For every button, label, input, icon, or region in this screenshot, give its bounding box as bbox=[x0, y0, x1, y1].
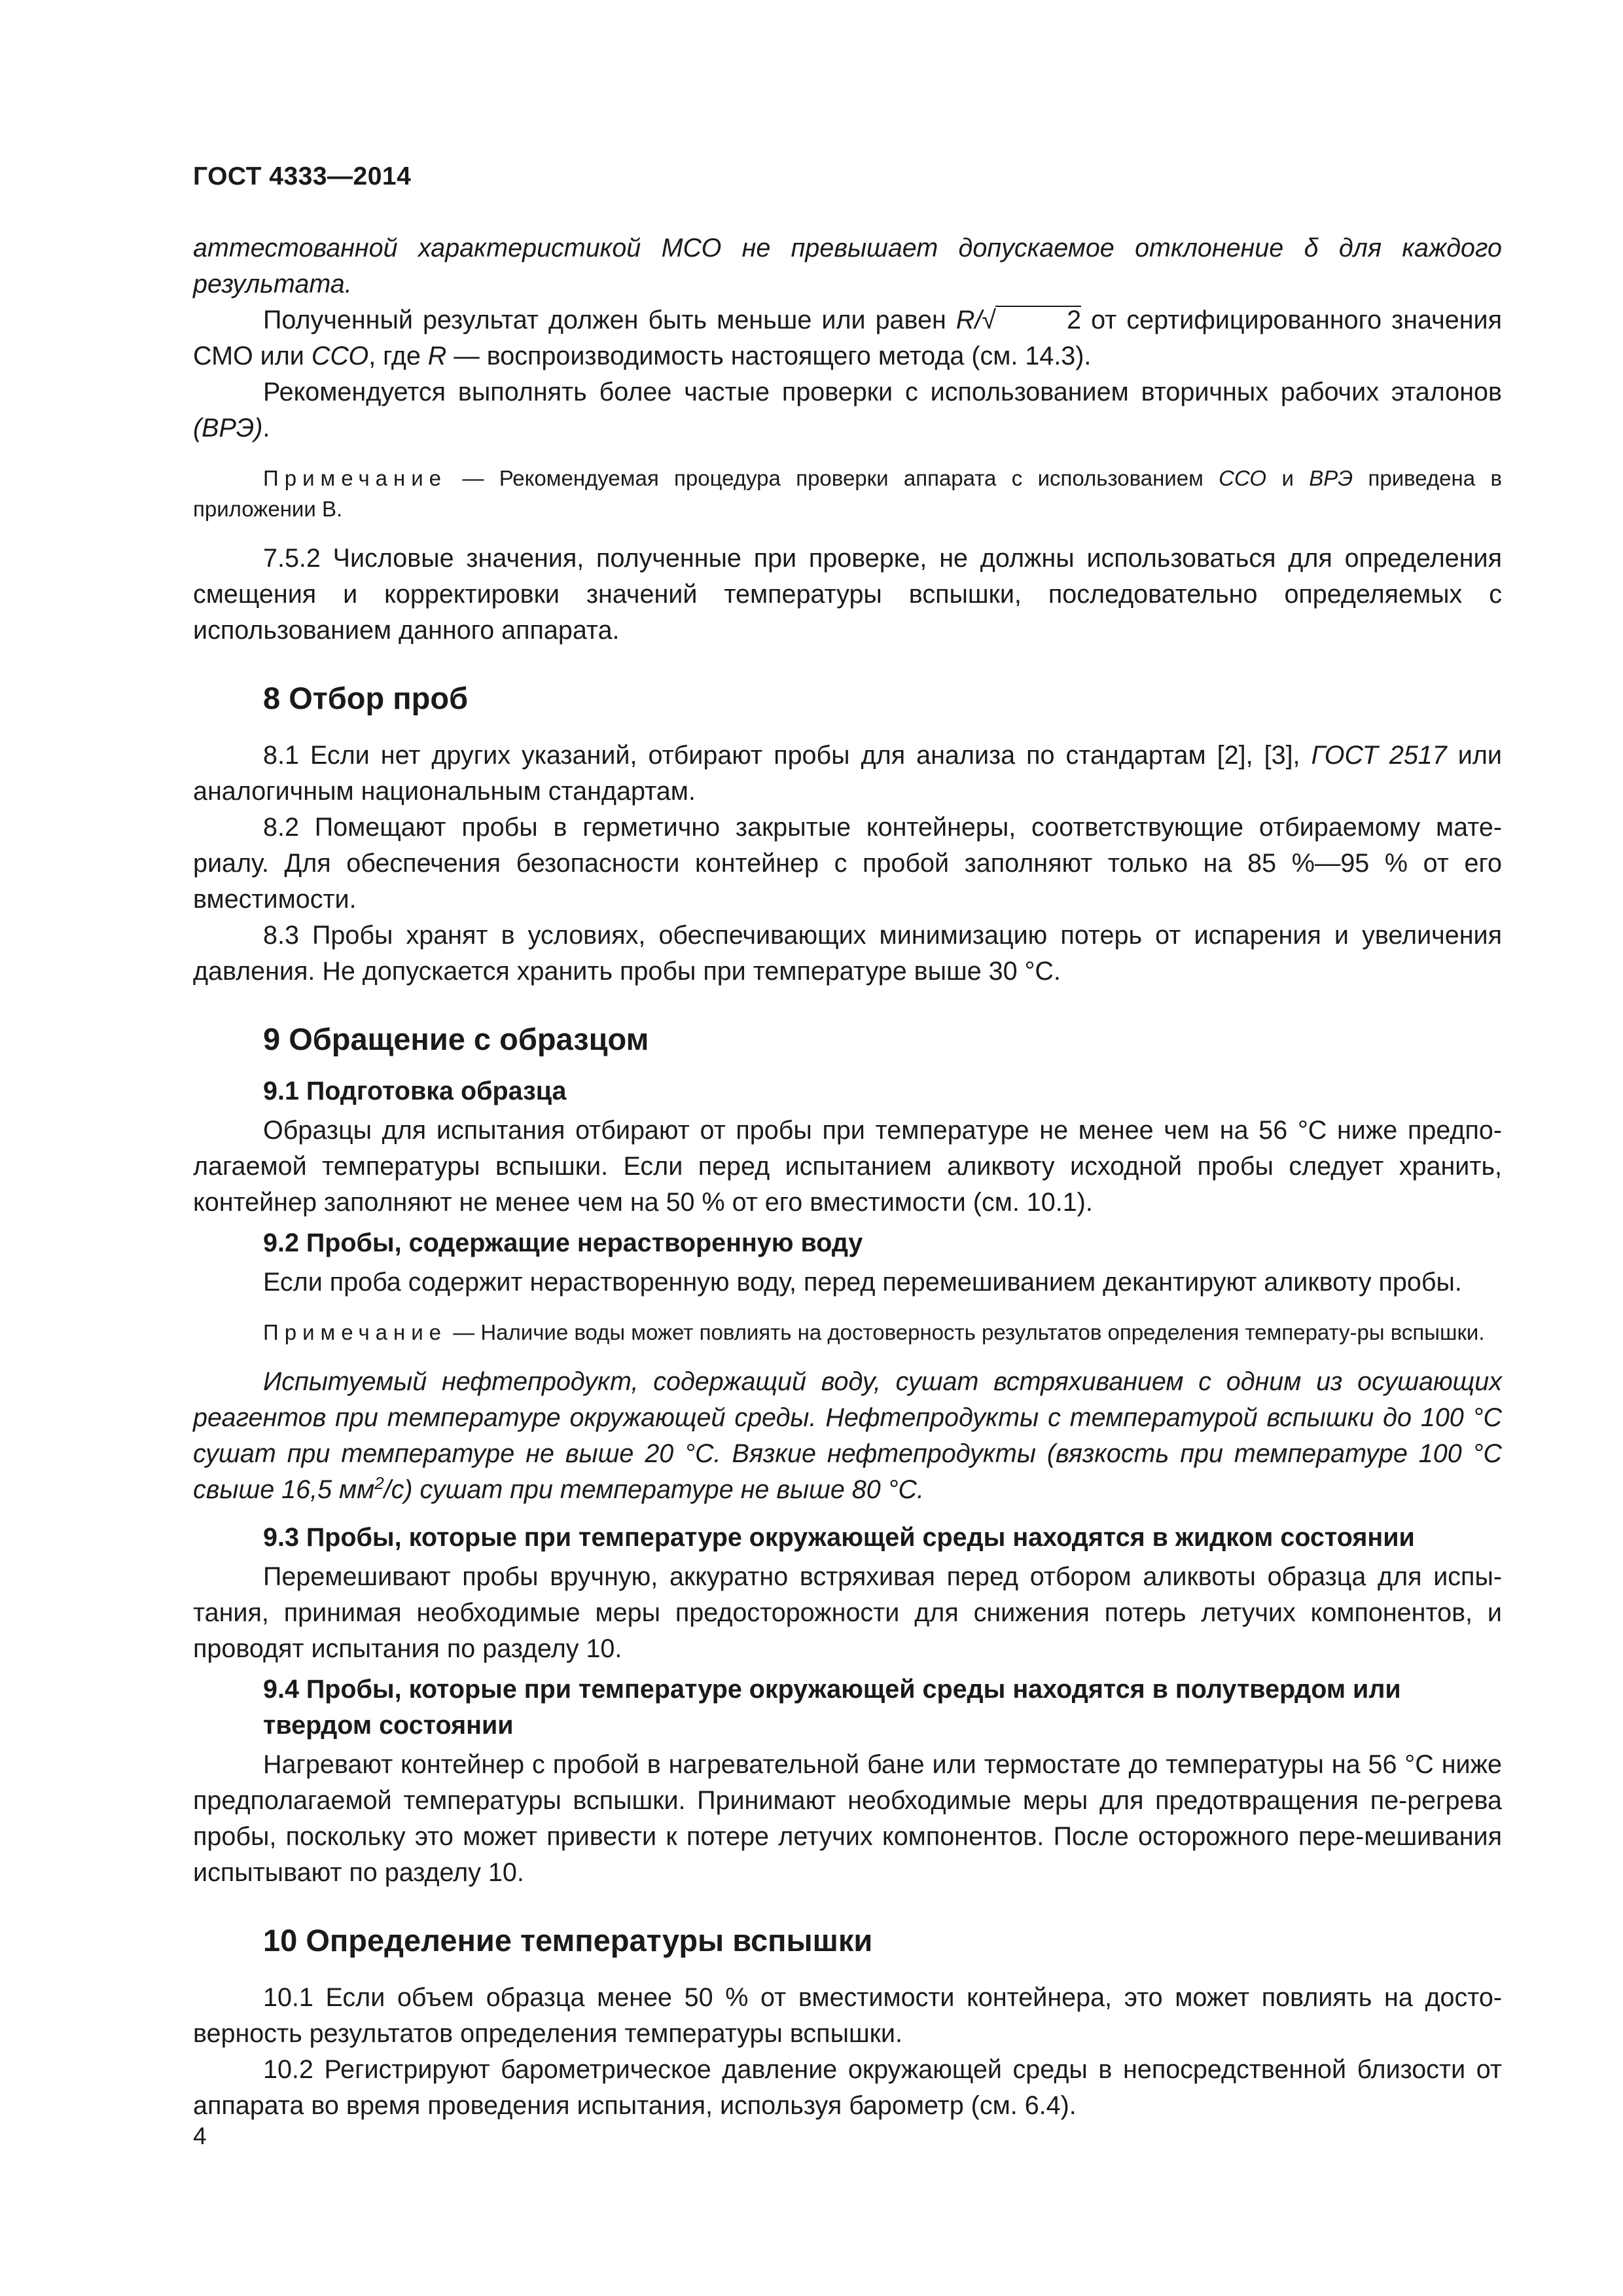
subsection-9-4-heading: 9.4 Пробы, которые при температуре окружающей среды находятся в полутвердом или твердом состоянии bbox=[263, 1675, 1401, 1740]
paragraph-10-1: 10.1 Если объем образца менее 50 % от вместимости контейнера, это может повлиять на досто-верность результатов определения температуры вспышки. bbox=[193, 1983, 1502, 2048]
paragraph-reproducibility: Полученный результат должен быть меньше или равен R/√ 2 от сертифицированного значения СМО или ССО, где R — воспроизводимость настоящего метода (см. 14.3). bbox=[193, 306, 1503, 370]
sqrt-symbol: √ bbox=[982, 306, 997, 334]
paragraph-10-2: 10.2 Регистрируют барометрическое давление окружающей среды в непосредственной близости от аппарата во время проведения испытания, используя барометр (см. 6.4). bbox=[193, 2055, 1502, 2120]
page-number: 4 bbox=[193, 2123, 207, 2149]
paragraph-8-2: 8.2 Помещают пробы в герметично закрытые контейнеры, соответствующие отбираемому мате-риалу. Для обеспечения безопасности контейнер с пробой заполняют только на 85 %—95 % от его вместимости. bbox=[193, 813, 1502, 914]
document-body bbox=[193, 230, 1502, 2124]
section-8-heading: 8 Отбор проб bbox=[263, 681, 469, 715]
subsection-9-2-heading: 9.2 Пробы, содержащие нерастворенную воду bbox=[263, 1229, 863, 1257]
sqrt-value: 2 bbox=[995, 306, 1081, 333]
paragraph-9-4: Нагревают контейнер с пробой в нагревательной бане или термостате до температуры на 56 °С ниже предполагаемой температуры вспышки. Принимают необходимые меры для предотвращения пе-регрева пробы, поскольку это может привести к потере летучих компонентов. После осторожного пере-мешивания испытывают по разделу 10. bbox=[193, 1750, 1502, 1887]
paragraph-recommendation: Рекомендуется выполнять более частые проверки с использованием вторичных рабочих эталонов (ВРЭ). bbox=[193, 378, 1502, 442]
paragraph-8-3: 8.3 Пробы хранят в условиях, обеспечивающих минимизацию потерь от испарения и увеличения давления. Не допускается хранить пробы при температуре выше 30 °С. bbox=[193, 921, 1502, 986]
subsection-9-3-heading: 9.3 Пробы, которые при температуре окружающей среды находятся в жидком состоянии bbox=[263, 1523, 1415, 1552]
paragraph-drying: Испытуемый нефтепродукт, содержащий воду, сушат встряхиванием с одним из осушающих реагентов при температуре окружающей среды. Нефтепродукты с температурой вспышки до 100 °С сушат при температуре не выше 20 °С. Вязкие нефтепродукты (вязкость при температуре 100 °С свыше 16,5 $мм^2/с$) сушат при температуре не выше 80 °С. bbox=[193, 1367, 1502, 1504]
paragraph-9-3: Перемешивают пробы вручную, аккуратно встряхивая перед отбором аликвоты образца для испы-тания, принимая необходимые меры предосторожности для снижения потерь летучих компонентов, и проводят испытания по разделу 10. bbox=[193, 1562, 1502, 1663]
paragraph-7-5-2: 7.5.2 Числовые значения, полученные при проверке, не должны использоваться для определения смещения и корректировки значений температуры вспышки, последовательно определяемых с использованием данного аппарата. bbox=[193, 544, 1502, 645]
paragraph-9-1: Образцы для испытания отбирают от пробы при температуре не менее чем на 56 °С ниже предпо-лагаемой температуры вспышки. Если перед испытанием аликвоту исходной пробы следует хранить, контейнер заполняют не менее чем на 50 % от его вместимости (см. 10.1). bbox=[193, 1116, 1502, 1217]
section-9-heading: 9 Обращение с образцом bbox=[263, 1022, 649, 1056]
paragraph-9-2: Если проба содержит нерастворенную воду, перед перемешиванием декантируют аликвоту пробы. bbox=[263, 1268, 1462, 1297]
paragraph-continuation: аттестованной характеристикой МСО не превышает допускаемое отклонение δ для каждого результата. bbox=[193, 234, 1502, 298]
paragraph-8-1: 8.1 Если нет других указаний, отбирают пробы для анализа по стандартам [2], [3], ГОСТ 2517 или аналогичным национальным стандартам. bbox=[193, 741, 1502, 806]
subsection-9-1-heading: 9.1 Подготовка образца bbox=[263, 1077, 567, 1105]
section-10-heading: 10 Определение температуры вспышки bbox=[263, 1923, 873, 1958]
note-water: Примечание — Наличие воды может повлиять на достоверность результатов определения температу-ры вспышки. bbox=[263, 1320, 1485, 1344]
note-verification: Примечание — Рекомендуемая процедура проверки аппарата с использованием ССО и ВРЭ приведена в приложении В. bbox=[193, 466, 1502, 521]
document-code: ГОСТ 4333—2014 bbox=[193, 162, 412, 190]
